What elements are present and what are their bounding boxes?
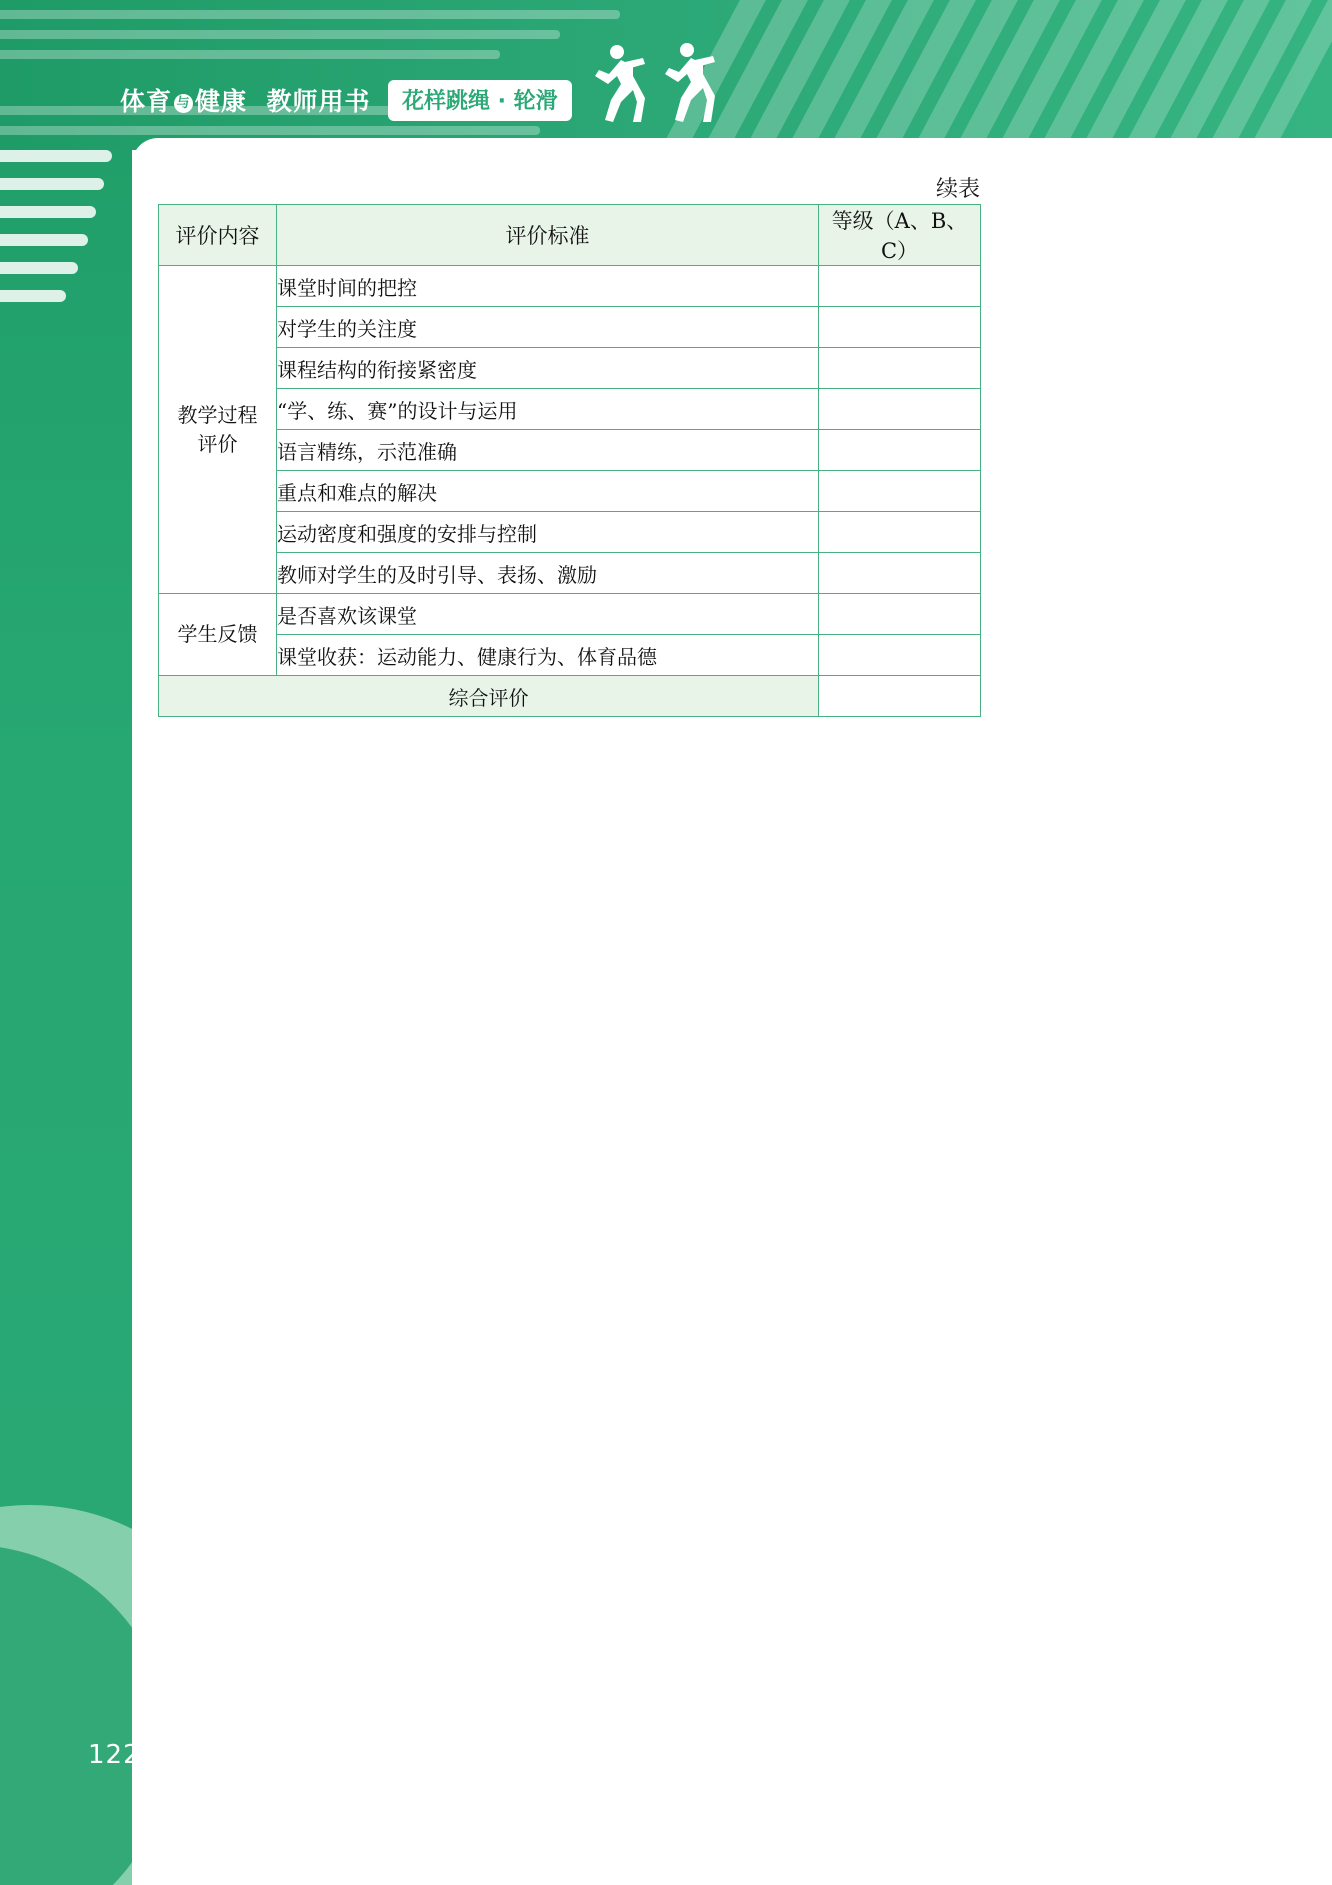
table-row xyxy=(159,307,981,348)
header-title-separator: 与 xyxy=(174,94,193,113)
grade-cell[interactable] xyxy=(819,348,981,389)
grade-cell[interactable] xyxy=(819,635,981,676)
header-cell-content: 评价内容 xyxy=(159,205,277,266)
header-title-right: 健康 xyxy=(195,87,248,116)
grade-cell[interactable] xyxy=(819,430,981,471)
category-student-feedback: 学生反馈 xyxy=(159,594,277,676)
criteria-cell: 重点和难点的解决 xyxy=(277,471,819,512)
criteria-cell: 课程结构的衔接紧密度 xyxy=(277,348,819,389)
grade-cell[interactable] xyxy=(819,471,981,512)
table-row xyxy=(159,348,981,389)
header-cell-grade: 等级（A、B、C） xyxy=(819,205,981,266)
overall-evaluation-label: 综合评价 xyxy=(159,676,819,717)
evaluation-table xyxy=(158,204,981,717)
criteria-cell: 运动密度和强度的安排与控制 xyxy=(277,512,819,553)
header-subject-tag: 花样跳绳 · 轮滑 xyxy=(388,80,572,121)
table-row xyxy=(159,266,981,307)
continued-table-label: 续表 xyxy=(935,177,980,202)
table-row xyxy=(159,389,981,430)
criteria-cell: 课堂时间的把控 xyxy=(277,266,819,307)
grade-cell[interactable] xyxy=(819,266,981,307)
left-decorative-stripes xyxy=(0,150,132,350)
category-teaching-process: 教学过程 评价 xyxy=(159,266,277,594)
table-row xyxy=(159,471,981,512)
header-title-book: 教师用书 xyxy=(266,87,371,116)
grade-cell[interactable] xyxy=(819,307,981,348)
table-row xyxy=(159,635,981,676)
grade-cell-overall[interactable] xyxy=(819,676,981,717)
table-row xyxy=(159,553,981,594)
header-title xyxy=(120,82,370,118)
page-number: 122 xyxy=(88,1740,141,1770)
criteria-cell: “学、练、赛”的设计与运用 xyxy=(277,389,819,430)
table-header-row xyxy=(159,205,981,266)
criteria-cell: 语言精练，示范准确 xyxy=(277,430,819,471)
grade-cell[interactable] xyxy=(819,389,981,430)
grade-cell[interactable] xyxy=(819,594,981,635)
table-footer-row xyxy=(159,676,981,717)
header-cell-criteria: 评价标准 xyxy=(277,205,819,266)
criteria-cell: 是否喜欢该课堂 xyxy=(277,594,819,635)
criteria-cell: 对学生的关注度 xyxy=(277,307,819,348)
table-row xyxy=(159,430,981,471)
criteria-cell: 课堂收获：运动能力、健康行为、体育品德 xyxy=(277,635,819,676)
criteria-cell: 教师对学生的及时引导、表扬、激励 xyxy=(277,553,819,594)
grade-cell[interactable] xyxy=(819,553,981,594)
header-title-left: 体育 xyxy=(120,87,173,116)
runner-icon xyxy=(575,40,735,130)
table-row xyxy=(159,594,981,635)
grade-cell[interactable] xyxy=(819,512,981,553)
table-row xyxy=(159,512,981,553)
